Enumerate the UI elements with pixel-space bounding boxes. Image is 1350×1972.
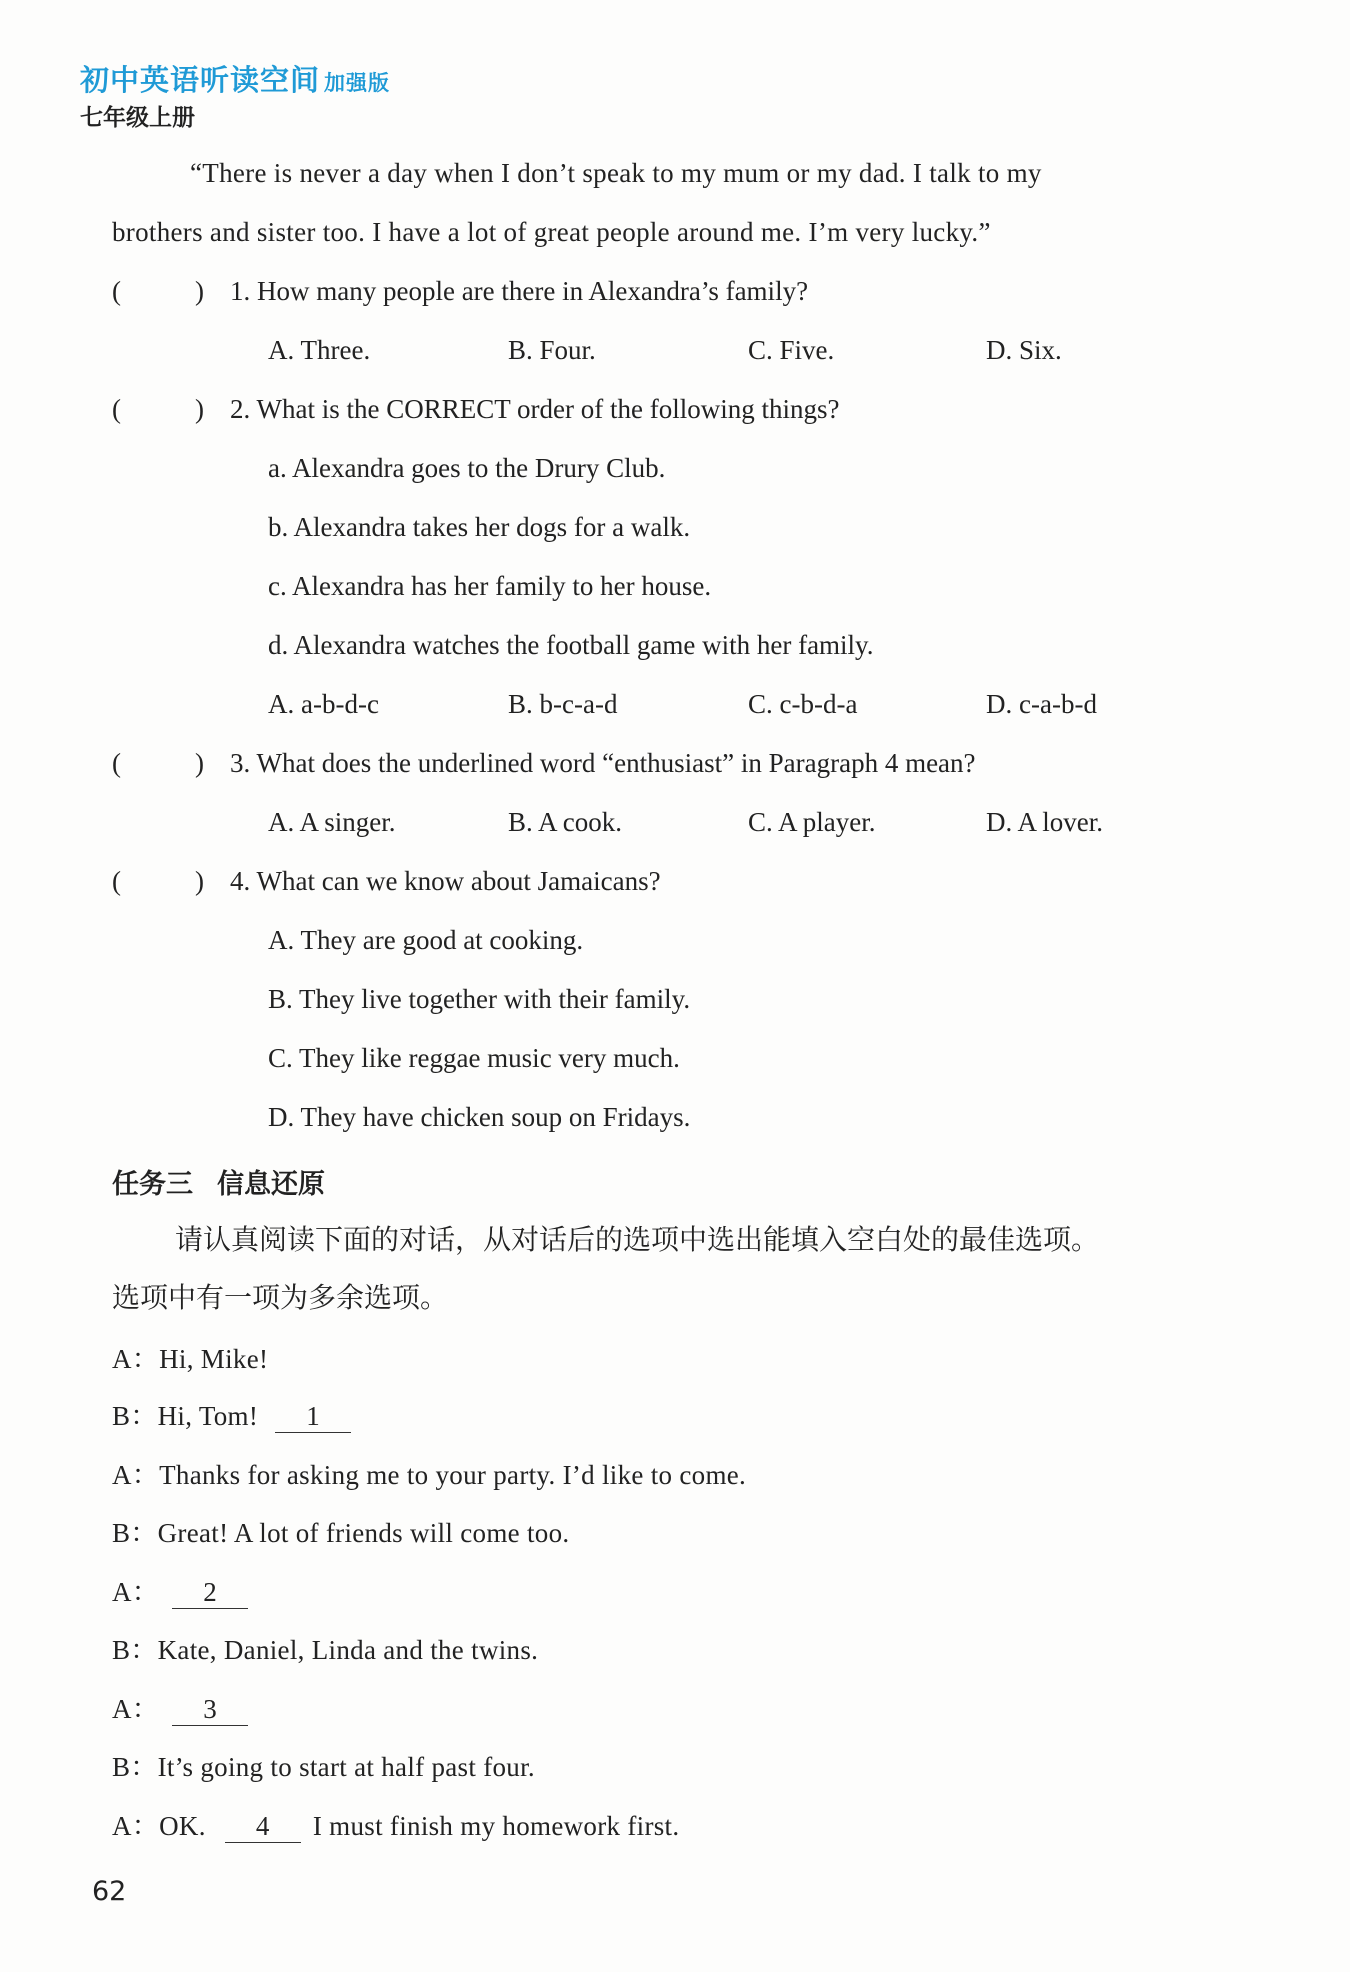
speaker-label: A： bbox=[112, 1460, 160, 1490]
question-text: 1. How many people are there in Alexandra’s family? bbox=[230, 276, 809, 306]
option-c: C. Five. bbox=[748, 335, 835, 365]
page-number: 62 bbox=[92, 1876, 127, 1907]
order-item-d: d. Alexandra watches the football game with her family. bbox=[268, 630, 874, 660]
dialogue-line bbox=[112, 1337, 268, 1376]
passage-line-2: brothers and sister too. I have a lot of great people around me. I’m very lucky.” bbox=[112, 217, 991, 247]
speaker-label: A： bbox=[112, 1811, 160, 1841]
answer-paren-close: ) bbox=[195, 276, 204, 306]
speaker-label: B： bbox=[112, 1635, 158, 1665]
answer-paren-open: ( bbox=[112, 394, 121, 424]
question-text: 3. What does the underlined word “enthusiast” in Paragraph 4 mean? bbox=[230, 748, 976, 778]
option-d: D. Six. bbox=[986, 335, 1062, 365]
answer-blank-1[interactable]: 1 bbox=[275, 1402, 351, 1433]
option-a: A. a-b-d-c bbox=[268, 689, 379, 719]
option-a: A. A singer. bbox=[268, 807, 396, 837]
question-text: 2. What is the CORRECT order of the following things? bbox=[230, 394, 840, 424]
instruction-line-2: 选项中有一项为多余选项。 bbox=[112, 1281, 449, 1314]
order-item-c: c. Alexandra has her family to her house. bbox=[268, 571, 712, 601]
grade-label: 七年级上册 bbox=[80, 105, 195, 131]
order-item-a: a. Alexandra goes to the Drury Club. bbox=[268, 453, 666, 483]
order-item-b: b. Alexandra takes her dogs for a walk. bbox=[268, 512, 691, 542]
dialogue-line bbox=[112, 1628, 538, 1667]
dialogue-line bbox=[112, 1804, 679, 1843]
question-text: 4. What can we know about Jamaicans? bbox=[230, 866, 661, 896]
option-a: A. Three. bbox=[268, 335, 371, 365]
answer-paren-close: ) bbox=[195, 866, 204, 896]
dialogue-line bbox=[112, 1453, 746, 1492]
answer-paren-open: ( bbox=[112, 748, 121, 778]
dialogue-text: Hi, Tom! bbox=[157, 1401, 259, 1431]
dialogue-line bbox=[112, 1687, 248, 1726]
section-number: 任务三 bbox=[112, 1169, 193, 1200]
answer-blank-3[interactable]: 3 bbox=[172, 1695, 248, 1726]
speaker-label: A： bbox=[112, 1577, 160, 1607]
answer-paren-close: ) bbox=[195, 394, 204, 424]
speaker-label: B： bbox=[112, 1752, 158, 1782]
option-d: D. They have chicken soup on Fridays. bbox=[268, 1102, 691, 1132]
option-b: B. They live together with their family. bbox=[268, 984, 691, 1014]
speaker-label: B： bbox=[112, 1518, 158, 1548]
speaker-label: A： bbox=[112, 1344, 160, 1374]
section-title bbox=[112, 1162, 325, 1201]
speaker-label: A： bbox=[112, 1694, 160, 1724]
instruction-line-1: 请认真阅读下面的对话，从对话后的选项中选出能填入空白处的最佳选项。 bbox=[175, 1223, 1100, 1256]
dialogue-text-after: I must finish my homework first. bbox=[312, 1811, 680, 1841]
dialogue-line bbox=[112, 1570, 248, 1609]
dialogue-text: Hi, Mike! bbox=[159, 1344, 269, 1374]
book-title bbox=[80, 58, 390, 99]
option-d: D. c-a-b-d bbox=[986, 689, 1097, 719]
speaker-label: B： bbox=[112, 1401, 158, 1431]
option-c: C. A player. bbox=[748, 807, 876, 837]
dialogue-line bbox=[112, 1511, 569, 1550]
option-b: B. Four. bbox=[508, 335, 596, 365]
option-d: D. A lover. bbox=[986, 807, 1104, 837]
edition-label: 加强版 bbox=[324, 71, 391, 95]
passage-line-1: “There is never a day when I don’t speak to my mum or my dad. I talk to my bbox=[190, 158, 1042, 188]
answer-paren-open: ( bbox=[112, 276, 121, 306]
dialogue-line bbox=[112, 1394, 351, 1433]
dialogue-text: OK. bbox=[159, 1811, 206, 1841]
answer-blank-4[interactable]: 4 bbox=[225, 1812, 301, 1843]
option-b: B. b-c-a-d bbox=[508, 689, 618, 719]
dialogue-text: Great! A lot of friends will come too. bbox=[157, 1518, 570, 1548]
option-c: C. They like reggae music very much. bbox=[268, 1043, 680, 1073]
dialogue-text: Thanks for asking me to your party. I’d like to come. bbox=[159, 1460, 747, 1490]
option-a: A. They are good at cooking. bbox=[268, 925, 584, 955]
section-name: 信息还原 bbox=[217, 1169, 325, 1200]
option-c: C. c-b-d-a bbox=[748, 689, 858, 719]
answer-paren-open: ( bbox=[112, 866, 121, 896]
dialogue-text: It’s going to start at half past four. bbox=[157, 1752, 535, 1782]
dialogue-line bbox=[112, 1745, 535, 1784]
option-b: B. A cook. bbox=[508, 807, 623, 837]
book-title-text: 初中英语听读空间 bbox=[80, 63, 321, 97]
answer-paren-close: ) bbox=[195, 748, 204, 778]
dialogue-text: Kate, Daniel, Linda and the twins. bbox=[157, 1635, 539, 1665]
answer-blank-2[interactable]: 2 bbox=[172, 1578, 248, 1609]
